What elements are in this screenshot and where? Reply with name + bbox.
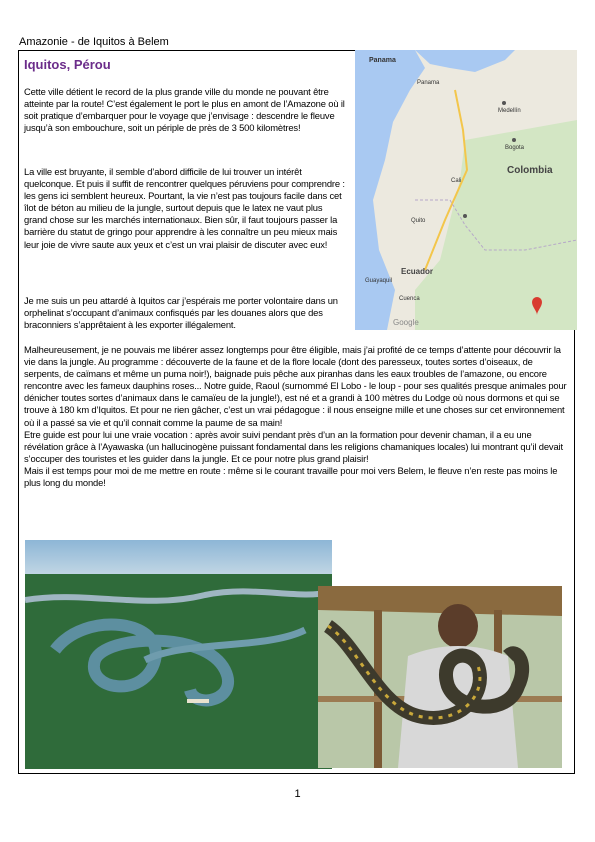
paragraph-jungle: Malheureusement, je ne pouvais me libérer assez longtemps pour être éligible, mais j’ai profité de ce temps d’attente pour découvrir la vie dans la jungle. Au programme : découverte de la faune et de la flore locale (dont des paresseux, toutes sortes d’oiseaux, de serpents, de caïmans et même un puma noir!), baignade puis pêche aux piranhas dans les eaux troubles de l’amazone, ou encore rencontre avec les fameux dauphins roses... Notre guide, Raoul (surnommé El Lobo - le loup - pour ses qualités presque animales pour dénicher toutes sortes d’animaux dans le camaïeu de la jungle!), est né et a grandi à 100 mètres du Lodge où nous dormons et qui se trouve à 180 km d’Iquitos. Et pour ne rien gâcher, c’est un vrai pédagogue : il nous enseigne mille et une choses sur cet environnement où il a passé sa vie et qu’il connait comme la paume de sa main! Etre guide est pour lui une vraie vocation : après avoir suivi pendant près d’un an la formation pour devenir chaman, il a eu une révélation grâce à l’Ayawaska (un hallucinogène puissant fondamental dans les religions chamaniques locales) lui montrant qu’il devait s’occuper des touristes et les guider dans la jungle. Et ce pour notre plus grand plaisir! Mais il est temps pour moi de me mettre en route : même si le courant travaille pour moi vers Belem, le fleuve n’en reste pas moins le plus long du monde! xyxy=(24,344,572,489)
map-dot-bogota xyxy=(512,138,516,142)
map-label-colombia: Colombia xyxy=(507,165,553,176)
map-label-quito: Quito xyxy=(411,218,426,224)
map-label-guayaquil: Guayaquil xyxy=(365,278,393,284)
map-label-ecuador: Ecuador xyxy=(401,267,434,276)
photo-river-graphic xyxy=(25,540,332,769)
map-label-cali: Cali xyxy=(451,178,462,184)
map-label-bogota: Bogota xyxy=(505,145,525,151)
paragraph-city: La ville est bruyante, il semble d’abord difficile de lui trouver un intérêt quelconque. Et puis il suffit de rencontrer quelques péruviens pour comprendre : les gens ici semblent heureux. Pourtant, la vie n’est pas toujours facile dans cet îlot de béton au milieu de la jungle, surtout depuis que le latex ne vaut plus grand chose sur les marchés internationaux. Bien sûr, il faut toujours passer la barrière du statut de gringo pour apprendre à les connaître un peu mieux mais leur joie de vivre saute aux yeux et c’est un vrai plaisir de discuter avec eux! xyxy=(24,166,345,250)
map-graphic xyxy=(355,50,577,330)
map-label-medellin: Medellín xyxy=(498,108,521,114)
page-number: 1 xyxy=(294,788,301,800)
photo-river-boat xyxy=(187,699,209,703)
photo-amazon-river xyxy=(25,540,332,769)
map-dot-medellin xyxy=(502,101,506,105)
photo-river-forest xyxy=(25,574,332,769)
map-label-cuenca: Cuenca xyxy=(399,296,420,302)
paragraph-guide: Etre guide est pour lui une vraie vocation : après avoir suivi pendant près d’un an la formation pour devenir chaman, il a eu une révélation grâce à l’Ayawaska (un hallucinogène puissant fondamental dans les religions chamaniques locales) lui montrant qu’il devait s’occuper des touristes et les guider dans la jungle. Et ce pour notre plus grand plaisir! xyxy=(24,428,563,464)
map-dot-quito xyxy=(463,214,467,218)
photo-anaconda xyxy=(318,586,562,768)
photo-snake-person-head xyxy=(438,604,478,648)
map-google-logo: Google xyxy=(393,318,419,327)
photo-snake-graphic xyxy=(318,586,562,768)
paragraph-intro: Cette ville détient le record de la plus grande ville du monde ne pouvant être atteinte par la route! C’est également le port le plus en amont de l’Amazone où il soit pratique d’embarquer pour le voyage que j’envisage : descendre le fleuve jusqu’à son embouchure, soit un périple de près de 3 500 kilomètres! xyxy=(24,86,345,134)
map-iquitos xyxy=(355,50,577,330)
paragraph-orphanage: Je me suis un peu attardé à Iquitos car j’espérais me porter volontaire dans un orphelinat s’occupant d’animaux confisqués par les douanes alors que des braconniers s’apprêtaient à les exporter illégalement. xyxy=(24,295,338,331)
document-header: Amazonie - de Iquitos à Belem xyxy=(19,36,169,48)
map-label-panama-city: Panama xyxy=(417,80,440,86)
paragraph-departure: Mais il est temps pour moi de me mettre en route : même si le courant travaille pour moi vers Belem, le fleuve n’en reste pas moins le plus long du monde! xyxy=(24,464,558,489)
map-label-panama: Panama xyxy=(369,57,396,64)
article-heading: Iquitos, Pérou xyxy=(24,57,111,72)
